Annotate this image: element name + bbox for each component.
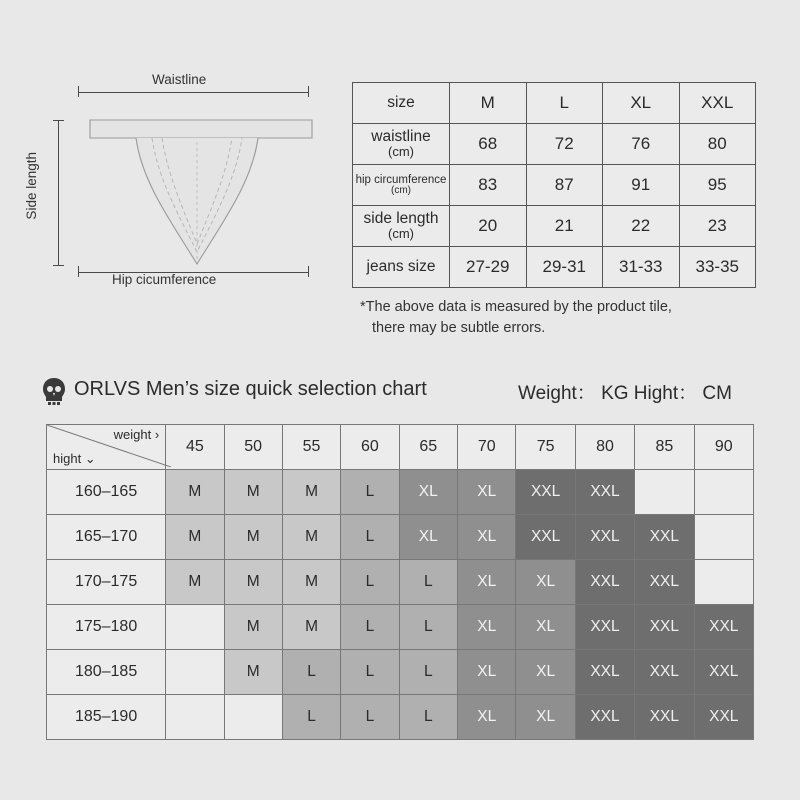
table-row bbox=[47, 650, 754, 695]
matrix-cell: XL bbox=[516, 695, 575, 740]
waistline-tick-left bbox=[78, 86, 79, 97]
cell-side-m: 20 bbox=[450, 206, 527, 247]
matrix-cell: M bbox=[224, 560, 282, 605]
hip-circumference-label: Hip cicumference bbox=[112, 272, 217, 287]
matrix-cell: L bbox=[341, 515, 399, 560]
matrix-row-header-165-170: 165–170 bbox=[47, 515, 166, 560]
matrix-cell bbox=[166, 605, 224, 650]
cell-hip-l: 87 bbox=[526, 165, 603, 206]
matrix-cell: L bbox=[399, 605, 457, 650]
cell-hip-xl: 91 bbox=[603, 165, 680, 206]
matrix-cell: L bbox=[399, 560, 457, 605]
matrix-cell bbox=[166, 695, 224, 740]
table-row bbox=[353, 206, 756, 247]
matrix-cell bbox=[224, 695, 282, 740]
row-header-waistline: waistline (cm) bbox=[353, 124, 450, 165]
table-row bbox=[353, 247, 756, 288]
matrix-cell: XL bbox=[458, 695, 516, 740]
row-header-jeans-size: jeans size bbox=[353, 247, 450, 288]
side-tick-top bbox=[53, 120, 64, 121]
cell-size-m: M bbox=[450, 83, 527, 124]
matrix-cell bbox=[694, 560, 753, 605]
matrix-cell: XXL bbox=[635, 560, 694, 605]
matrix-cell: L bbox=[341, 470, 399, 515]
cell-jeans-xl: 31-33 bbox=[603, 247, 680, 288]
matrix-col-header-70: 70 bbox=[458, 425, 516, 470]
matrix-cell: M bbox=[224, 515, 282, 560]
matrix-cell: L bbox=[341, 695, 399, 740]
matrix-row-header-180-185: 180–185 bbox=[47, 650, 166, 695]
note-line-2: there may be subtle errors. bbox=[372, 320, 546, 337]
cell-waistline-l: 72 bbox=[526, 124, 603, 165]
matrix-col-header-80: 80 bbox=[575, 425, 634, 470]
row-header-side-length: side length (cm) bbox=[353, 206, 450, 247]
matrix-cell: XXL bbox=[635, 650, 694, 695]
units-legend: Weight： KG Hight： CM bbox=[518, 383, 732, 404]
cell-side-xl: 22 bbox=[603, 206, 680, 247]
matrix-col-header-65: 65 bbox=[399, 425, 457, 470]
matrix-cell: XXL bbox=[575, 470, 634, 515]
matrix-cell: XXL bbox=[575, 695, 634, 740]
cell-hip-xxl: 95 bbox=[679, 165, 756, 206]
matrix-col-header-50: 50 bbox=[224, 425, 282, 470]
matrix-cell: XL bbox=[399, 515, 457, 560]
matrix-cell: M bbox=[282, 560, 340, 605]
matrix-col-header-45: 45 bbox=[166, 425, 224, 470]
matrix-cell: L bbox=[341, 560, 399, 605]
matrix-row-header-170-175: 170–175 bbox=[47, 560, 166, 605]
matrix-header-row bbox=[47, 425, 754, 470]
table-row bbox=[353, 165, 756, 206]
cell-waistline-xl: 76 bbox=[603, 124, 680, 165]
page-title: ORLVS Men’s size quick selection chart bbox=[74, 378, 427, 400]
matrix-col-header-55: 55 bbox=[282, 425, 340, 470]
matrix-cell bbox=[694, 515, 753, 560]
row-header-size: size bbox=[353, 83, 450, 124]
cell-jeans-m: 27-29 bbox=[450, 247, 527, 288]
size-selection-matrix bbox=[46, 424, 754, 740]
matrix-cell: XXL bbox=[694, 695, 753, 740]
matrix-cell: L bbox=[399, 650, 457, 695]
matrix-cell: XL bbox=[399, 470, 457, 515]
waistline-label: Waistline bbox=[152, 72, 207, 87]
waistline-tick-right bbox=[308, 86, 309, 97]
matrix-cell: XXL bbox=[575, 650, 634, 695]
matrix-cell: L bbox=[341, 605, 399, 650]
matrix-cell: XL bbox=[516, 650, 575, 695]
skull-logo-icon bbox=[40, 376, 68, 406]
matrix-cell: XXL bbox=[694, 650, 753, 695]
matrix-cell: XXL bbox=[575, 560, 634, 605]
matrix-cell: L bbox=[282, 695, 340, 740]
matrix-cell: XXL bbox=[516, 470, 575, 515]
matrix-cell: L bbox=[399, 695, 457, 740]
side-length-dimension-line bbox=[58, 120, 59, 265]
cell-size-xl: XL bbox=[603, 83, 680, 124]
size-specification-table bbox=[352, 82, 756, 288]
matrix-cell: M bbox=[166, 515, 224, 560]
cell-jeans-l: 29-31 bbox=[526, 247, 603, 288]
matrix-cell bbox=[166, 650, 224, 695]
matrix-cell: XL bbox=[516, 560, 575, 605]
corner-height-label: hight ⌄ bbox=[53, 451, 96, 466]
matrix-corner-cell bbox=[47, 425, 166, 470]
matrix-cell: XL bbox=[458, 650, 516, 695]
matrix-cell: XXL bbox=[575, 605, 634, 650]
table-row bbox=[47, 605, 754, 650]
cell-waistline-xxl: 80 bbox=[679, 124, 756, 165]
matrix-cell: XL bbox=[458, 605, 516, 650]
matrix-cell bbox=[694, 470, 753, 515]
cell-side-l: 21 bbox=[526, 206, 603, 247]
waistline-dimension-line bbox=[78, 92, 308, 93]
cell-size-xxl: XXL bbox=[679, 83, 756, 124]
matrix-col-header-85: 85 bbox=[635, 425, 694, 470]
measurement-disclaimer-note bbox=[360, 297, 760, 339]
side-tick-bottom bbox=[53, 265, 64, 266]
matrix-cell: XL bbox=[458, 470, 516, 515]
matrix-cell: XL bbox=[516, 605, 575, 650]
matrix-cell: M bbox=[282, 605, 340, 650]
matrix-cell: M bbox=[166, 560, 224, 605]
matrix-cell: L bbox=[341, 650, 399, 695]
matrix-cell: M bbox=[282, 470, 340, 515]
matrix-cell: XL bbox=[458, 515, 516, 560]
matrix-cell: M bbox=[224, 605, 282, 650]
table-row bbox=[47, 695, 754, 740]
matrix-cell: XXL bbox=[635, 515, 694, 560]
matrix-cell: XXL bbox=[575, 515, 634, 560]
size-chart-top-section bbox=[0, 0, 800, 350]
garment-measurement-diagram bbox=[24, 60, 350, 290]
table-row bbox=[353, 83, 756, 124]
chart-title-bar bbox=[0, 372, 800, 416]
matrix-cell: M bbox=[282, 515, 340, 560]
matrix-row-header-185-190: 185–190 bbox=[47, 695, 166, 740]
corner-weight-label: weight › bbox=[113, 427, 160, 442]
table-row bbox=[47, 470, 754, 515]
cell-hip-m: 83 bbox=[450, 165, 527, 206]
cell-size-l: L bbox=[526, 83, 603, 124]
matrix-cell: XXL bbox=[516, 515, 575, 560]
matrix-cell: XXL bbox=[635, 605, 694, 650]
table-row bbox=[47, 560, 754, 605]
matrix-row-header-175-180: 175–180 bbox=[47, 605, 166, 650]
matrix-col-header-90: 90 bbox=[694, 425, 753, 470]
row-header-hip-circumference: hip circumference (cm) bbox=[353, 165, 450, 206]
matrix-cell: XXL bbox=[694, 605, 753, 650]
matrix-cell: M bbox=[166, 470, 224, 515]
side-length-label: Side length bbox=[24, 152, 39, 220]
matrix-col-header-75: 75 bbox=[516, 425, 575, 470]
cell-jeans-xxl: 33-35 bbox=[679, 247, 756, 288]
cell-waistline-m: 68 bbox=[450, 124, 527, 165]
table-row bbox=[353, 124, 756, 165]
matrix-cell: M bbox=[224, 650, 282, 695]
matrix-cell: XL bbox=[458, 560, 516, 605]
matrix-col-header-60: 60 bbox=[341, 425, 399, 470]
underwear-illustration bbox=[76, 112, 326, 272]
matrix-cell: L bbox=[282, 650, 340, 695]
table-row bbox=[47, 515, 754, 560]
matrix-cell bbox=[635, 470, 694, 515]
note-line-1: *The above data is measured by the product tile, bbox=[360, 299, 672, 315]
cell-side-xxl: 23 bbox=[679, 206, 756, 247]
matrix-cell: M bbox=[224, 470, 282, 515]
matrix-row-header-160-165: 160–165 bbox=[47, 470, 166, 515]
matrix-cell: XXL bbox=[635, 695, 694, 740]
